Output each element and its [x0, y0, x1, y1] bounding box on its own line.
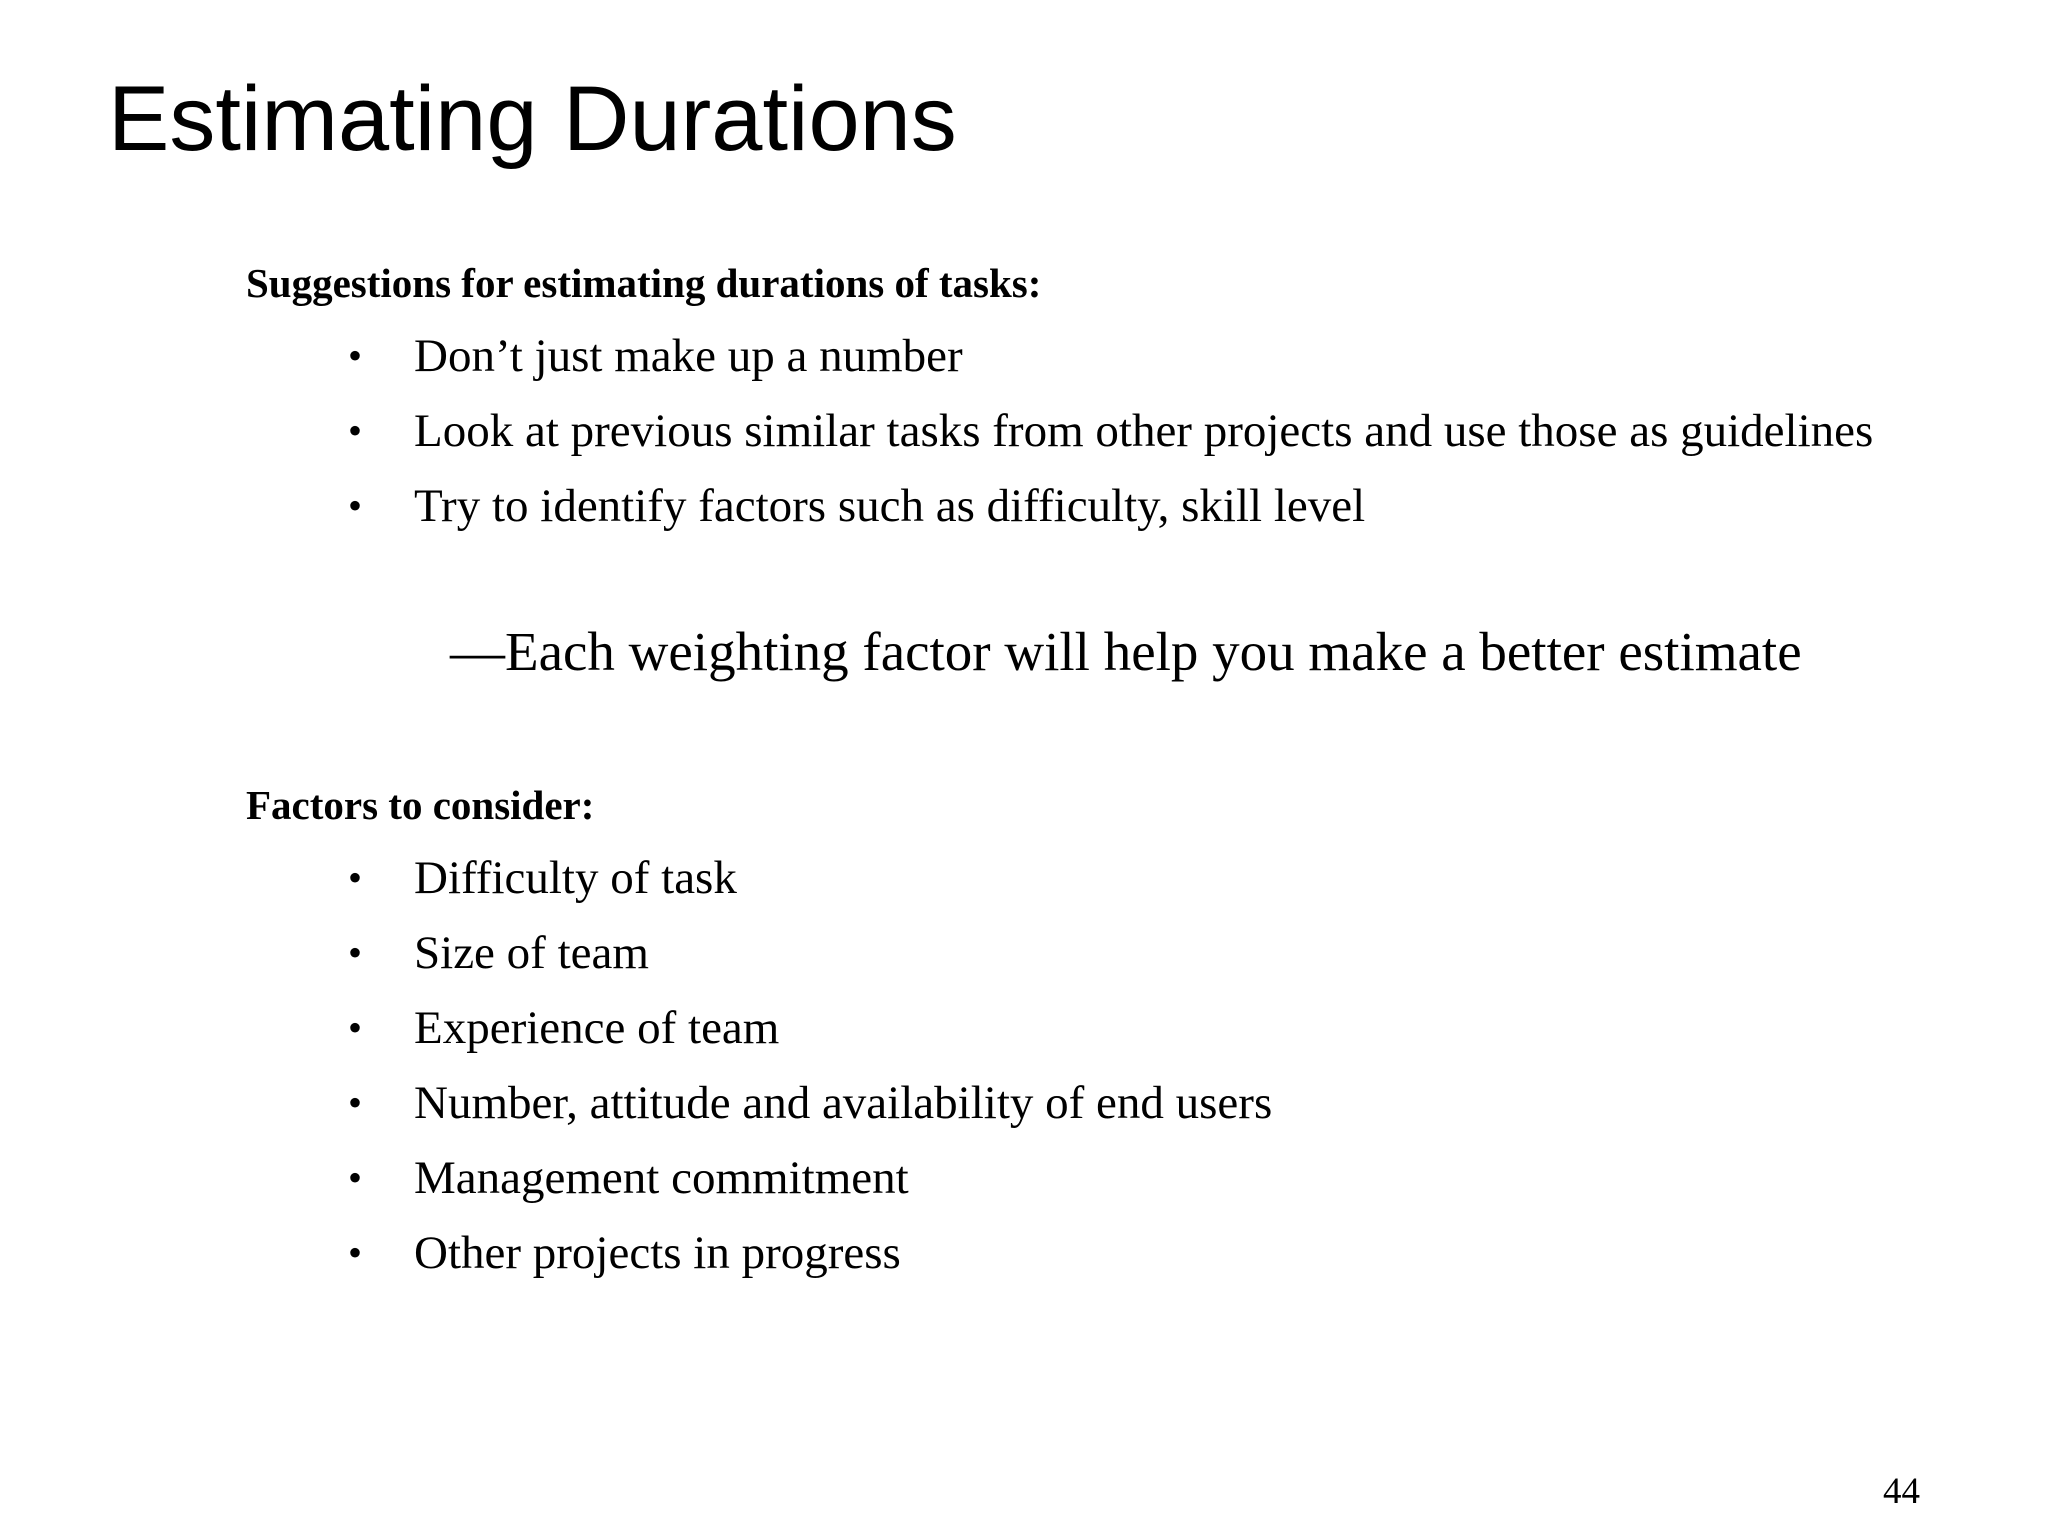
suggestions-heading: Suggestions for estimating durations of tasks:: [246, 260, 1042, 306]
factor-text: Size of team: [414, 927, 649, 979]
factor-text: Experience of team: [414, 1002, 780, 1054]
weighting-factor-subpoint: —Each weighting factor will help you make a better estimate: [450, 621, 1802, 682]
factor-item: [0, 1148, 1974, 1208]
bullet-icon: •: [348, 333, 363, 378]
factor-item: [0, 1223, 1974, 1283]
bullet-icon: •: [348, 483, 363, 528]
bullet-icon: •: [348, 408, 363, 453]
bullet-icon: •: [348, 1005, 363, 1050]
bullet-icon: •: [348, 855, 363, 900]
bullet-icon: •: [348, 1155, 363, 1200]
factor-item: [0, 1073, 1974, 1133]
suggestions-list: [0, 326, 1974, 551]
factors-heading: Factors to consider:: [246, 782, 595, 828]
bullet-icon: •: [348, 930, 363, 975]
factor-text: Difficulty of task: [414, 852, 737, 904]
factor-item: [0, 923, 1974, 983]
suggestion-text: Don’t just make up a number: [414, 330, 963, 382]
page-number: 44: [1883, 1471, 1920, 1512]
suggestion-item: [0, 326, 1974, 386]
suggestion-item: [0, 476, 1974, 536]
factor-text: Management commitment: [414, 1152, 909, 1204]
bullet-icon: •: [348, 1080, 363, 1125]
suggestion-text: Try to identify factors such as difficulty, skill level: [414, 480, 1366, 532]
slide-title: Estimating Durations: [108, 68, 957, 170]
bullet-icon: •: [348, 1230, 363, 1275]
factors-list: [0, 848, 1974, 1298]
suggestion-item: [0, 401, 1974, 461]
factor-text: Other projects in progress: [414, 1227, 901, 1279]
factor-item: [0, 998, 1974, 1058]
factor-item: [0, 848, 1974, 908]
suggestion-text: Look at previous similar tasks from other projects and use those as guidelines: [414, 405, 1874, 457]
factor-text: Number, attitude and availability of end users: [414, 1077, 1273, 1129]
